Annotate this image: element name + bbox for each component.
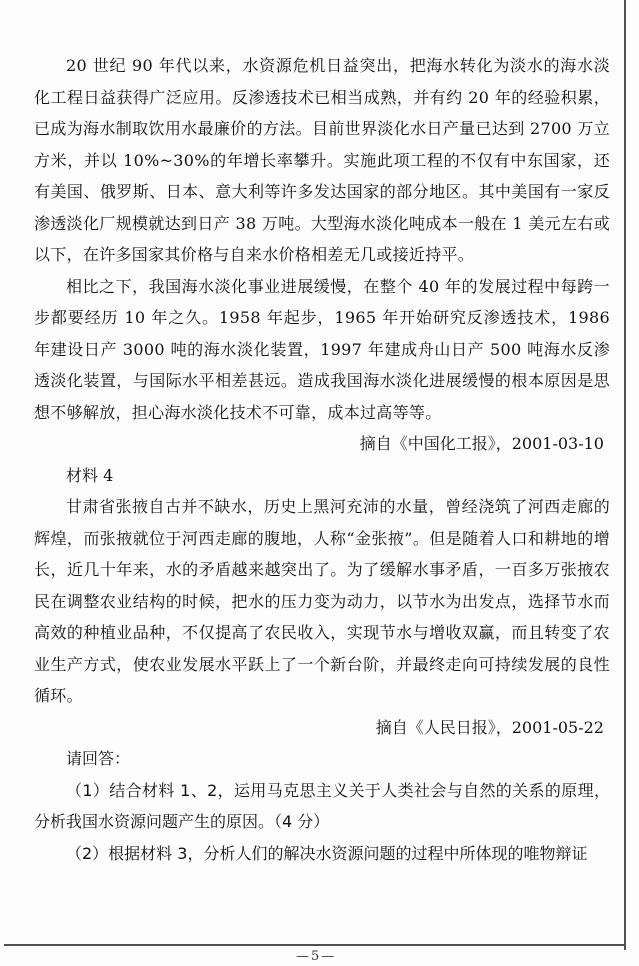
paragraph-desalination-china: 相比之下，我国海水淡化事业进展缓慢，在整个 40 年的发展过程中每跨一步都要经历 10 年之久。1958 年起步，1965 年开始研究反渗透技术，1986 年建设日产 3000 吨的海水淡化装置，1997 年建成舟山日产 500 吨海水反渗透淡化装置，与国际水平相差甚远。造成我国海水淡化进展缓慢的根本原因是思想不够解放，担心海水淡化技术不可靠，成本过高等等。 xyxy=(34,276,610,422)
page-number: —5— xyxy=(296,949,337,964)
page-border-bottom xyxy=(4,944,624,946)
paragraph-desalination-world: 20 世纪 90 年代以来，水资源危机日益突出，把海水转化为淡水的海水淡化工程日益获得广泛应用。反渗透技术已相当成熟，并有约 20 年的经验积累，已成为海水制取饮用水最廉价的方法。目前世界淡化水日产量已达到 2700 万立方米，并以 10%~30%的年增长率攀升。实施此项工程的不仅有中东国家，还有美国、俄罗斯、日本、意大利等许多发达国家的部分地区。其中美国有一家反渗透淡化厂规模就达到日产 38 万吨。大型海水淡化吨成本一般在 1 美元左右或以下，在许多国家其价格与自来水价格相差无几或接近持平。 xyxy=(34,56,610,264)
paragraph-material-4: 甘肃省张掖自古并不缺水，历史上黑河充沛的水量，曾经浇筑了河西走廊的辉煌，而张掖就位于河西走廊的腹地，人称“金张掖”。但是随着人口和耕地的增长，近几十年来，水的矛盾越来越突出了。为了缓解水事矛盾，一百多万张掖农民在调整农业结构的时候，把水的压力变为动力，以节水为出发点，选择节水而高效的种植业品种，不仅提高了农民收入，实现节水与增收双赢，而且转变了农业生产方式，使农业发展水平跃上了一个新台阶，并最终走向可持续发展的良性循环。 xyxy=(34,497,610,705)
source-citation-1: 摘自《中国化工报》，2001-03-10 xyxy=(359,434,604,453)
questions-prompt: 请回答： xyxy=(66,749,131,768)
question-1: （1）结合材料 1、2，运用马克思主义关于人类社会与自然的关系的原理，分析我国水资源问题产生的原因。（4 分） xyxy=(34,780,610,831)
document-content xyxy=(34,50,610,869)
material-4-title: 材料 4 xyxy=(66,465,114,485)
question-2: （2）根据材料 3，分析人们的解决水资源问题的过程中所体现的唯物辩证 xyxy=(66,843,588,863)
source-citation-2: 摘自《人民日报》，2001-05-22 xyxy=(375,717,604,737)
page-border-right xyxy=(624,0,626,950)
